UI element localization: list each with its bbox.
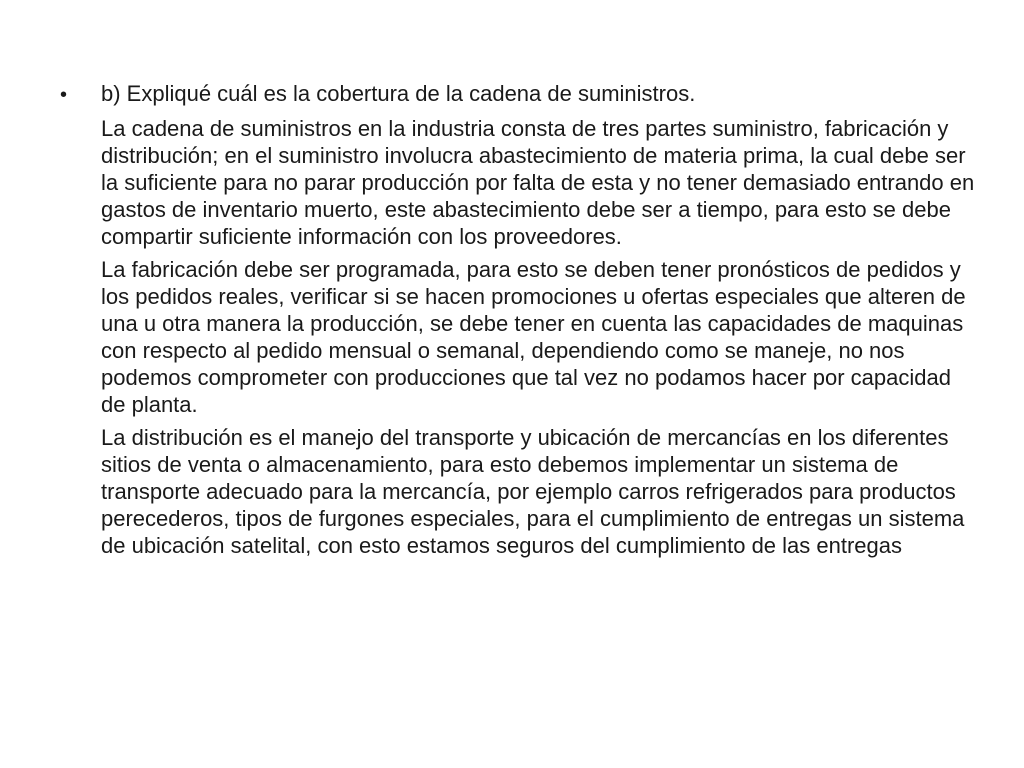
slide-content (60, 80, 980, 565)
paragraph-distribucion: La distribución es el manejo del transporte y ubicación de mercancías en los diferentes sitios de venta o almacenamiento, para esto debemos implementar un sistema de transporte adecuado para la mercancía, por ejemplo carros refrigerados para productos perecederos, tipos de furgones especiales, para el cumplimiento de entregas un sistema de ubicación satelital, con esto estamos seguros del cumplimiento de las entregas (101, 425, 965, 558)
slide-heading: b) Expliqué cuál es la cobertura de la cadena de suministros. (101, 81, 696, 106)
bullet-heading (60, 80, 980, 109)
paragraph-fabricacion: La fabricación debe ser programada, para esto se deben tener pronósticos de pedidos y los pedidos reales, verificar si se hacen promociones u ofertas especiales que alteren de una u otra manera la producción, se debe tener en cuenta las capacidades de maquinas con respecto al pedido mensual o semanal, dependiendo como se maneje, no nos podemos comprometer con producciones que tal vez no podamos hacer por capacidad de planta. (101, 257, 966, 417)
paragraph-suministro: La cadena de suministros en la industria consta de tres partes suministro, fabricación y distribución; en el suministro involucra abastecimiento de materia prima, la cual debe ser la suficiente para no parar producción por falta de esta y no tener demasiado entrando en gastos de inventario muerto, este abastecimiento debe ser a tiempo, para esto se debe compartir suficiente información con los proveedores. (101, 116, 975, 249)
bullet-icon: • (60, 84, 68, 106)
